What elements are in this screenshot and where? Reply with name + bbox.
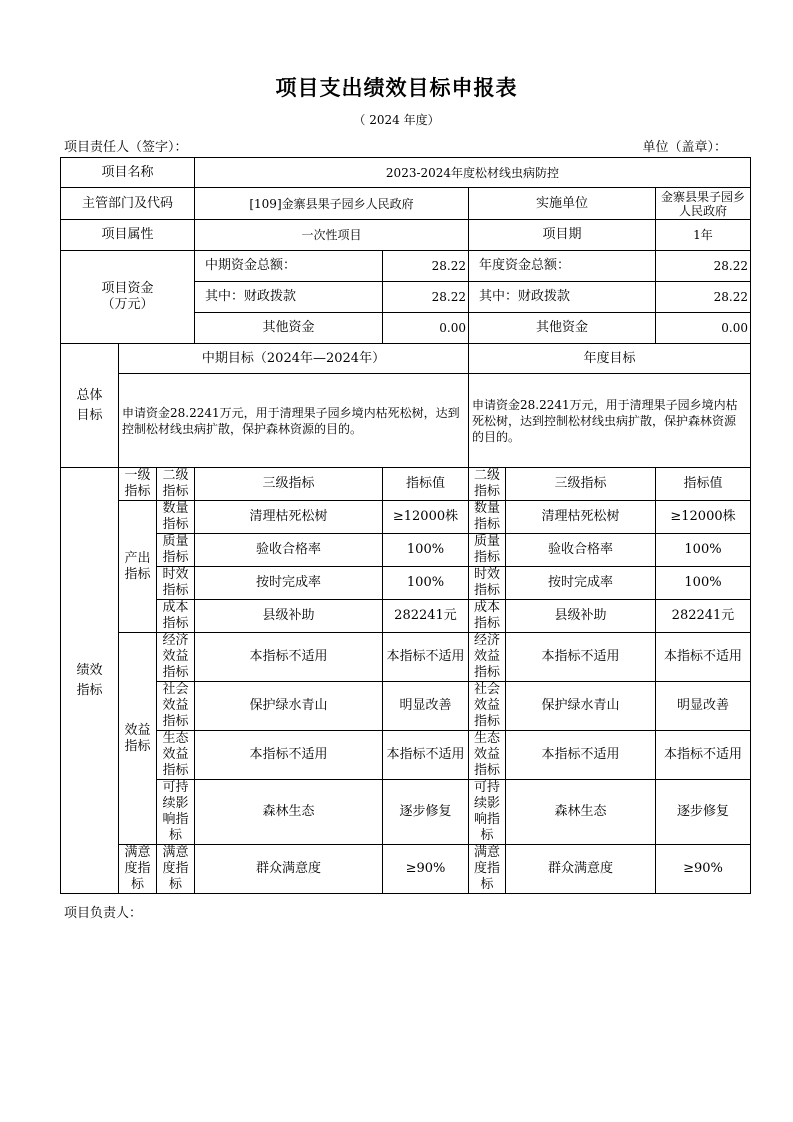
header-value-year: 指标值 bbox=[656, 468, 751, 501]
value-cell: ≥12000株 bbox=[383, 501, 469, 534]
l2-cell: 数量指标 bbox=[157, 501, 195, 534]
satisfaction-indicator-label: 满意度指标 bbox=[119, 845, 157, 894]
l2-cell-year: 生态效益指标 bbox=[469, 731, 506, 780]
page-title: 项目支出绩效目标申报表 bbox=[275, 75, 518, 100]
unit-seal-label: 单位（盖章）： bbox=[642, 140, 727, 155]
benefit-indicator-label: 效益指标 bbox=[119, 633, 157, 845]
performance-label: 绩效指标 bbox=[61, 468, 119, 894]
year-fiscal-label: 其中：财政拨款 bbox=[469, 282, 656, 313]
l2-cell: 可持续影响指标 bbox=[157, 780, 195, 845]
l2-cell: 成本指标 bbox=[157, 600, 195, 633]
l2-cell-year: 经济效益指标 bbox=[469, 633, 506, 682]
l3-cell: 验收合格率 bbox=[195, 534, 383, 567]
l3-cell-year: 按时完成率 bbox=[506, 567, 656, 600]
l3-cell-year: 清理枯死松树 bbox=[506, 501, 656, 534]
l3-cell-year: 验收合格率 bbox=[506, 534, 656, 567]
project-name-value: 2023-2024年度松材线虫病防控 bbox=[195, 158, 751, 188]
l3-cell: 森林生态 bbox=[195, 780, 383, 845]
project-lead-label: 项目负责人： bbox=[64, 906, 143, 921]
project-attr-value: 一次性项目 bbox=[195, 220, 469, 251]
value-cell-year: ≥12000株 bbox=[656, 501, 751, 534]
header-level3: 三级指标 bbox=[195, 468, 383, 501]
l2-cell-year: 数量指标 bbox=[469, 501, 506, 534]
year-fiscal-value: 28.22 bbox=[656, 282, 751, 313]
l3-cell: 按时完成率 bbox=[195, 567, 383, 600]
value-cell-year: 本指标不适用 bbox=[656, 633, 751, 682]
value-cell-year: ≥90% bbox=[656, 845, 751, 894]
l3-cell-year: 森林生态 bbox=[506, 780, 656, 845]
performance-goal-table bbox=[60, 157, 751, 894]
header-level1: 一级指标 bbox=[119, 468, 157, 501]
l3-cell: 县级补助 bbox=[195, 600, 383, 633]
project-period-label: 项目期 bbox=[469, 220, 656, 251]
output-indicator-label: 产出指标 bbox=[119, 501, 157, 633]
l3-cell-year: 本指标不适用 bbox=[506, 731, 656, 780]
l3-cell-year: 本指标不适用 bbox=[506, 633, 656, 682]
l2-cell: 经济效益指标 bbox=[157, 633, 195, 682]
l3-cell-year: 保护绿水青山 bbox=[506, 682, 656, 731]
project-name-label: 项目名称 bbox=[61, 158, 195, 188]
fund-label-line2: （万元） bbox=[101, 297, 154, 312]
overall-goal-label: 总体目标 bbox=[61, 344, 119, 468]
l3-cell: 本指标不适用 bbox=[195, 633, 383, 682]
value-cell: 282241元 bbox=[383, 600, 469, 633]
mid-goal-text: 申请资金28.2241万元，用于清理果子园乡境内枯死松树，达到控制松材线虫病扩散，保护森林资源的目的。 bbox=[119, 374, 469, 468]
value-cell: 100% bbox=[383, 534, 469, 567]
header-level3-year: 三级指标 bbox=[506, 468, 656, 501]
header-value: 指标值 bbox=[383, 468, 469, 501]
year-other-label: 其他资金 bbox=[469, 313, 656, 344]
value-cell-year: 本指标不适用 bbox=[656, 731, 751, 780]
l2-cell-year: 可持续影响指标 bbox=[469, 780, 506, 845]
value-cell-year: 282241元 bbox=[656, 600, 751, 633]
impl-unit-value: 金寨县果子园乡人民政府 bbox=[656, 188, 751, 220]
mid-fiscal-label: 其中：财政拨款 bbox=[195, 282, 383, 313]
l2-cell: 质量指标 bbox=[157, 534, 195, 567]
value-cell-year: 逐步修复 bbox=[656, 780, 751, 845]
l3-cell-year: 县级补助 bbox=[506, 600, 656, 633]
l2-cell-year: 成本指标 bbox=[469, 600, 506, 633]
mid-total-value: 28.22 bbox=[383, 251, 469, 282]
year-line: （ 2024 年度） bbox=[353, 113, 440, 127]
mid-goal-header: 中期目标（2024年—2024年） bbox=[119, 344, 469, 374]
dept-value: [109]金寨县果子园乡人民政府 bbox=[195, 188, 469, 220]
value-cell: 逐步修复 bbox=[383, 780, 469, 845]
l2-cell-year: 时效指标 bbox=[469, 567, 506, 600]
impl-unit-label: 实施单位 bbox=[469, 188, 656, 220]
fund-label-line1: 项目资金 bbox=[101, 281, 154, 296]
value-cell-year: 100% bbox=[656, 567, 751, 600]
l3-cell: 清理枯死松树 bbox=[195, 501, 383, 534]
l2-cell: 生态效益指标 bbox=[157, 731, 195, 780]
value-cell: 100% bbox=[383, 567, 469, 600]
fund-label bbox=[61, 251, 195, 344]
mid-other-value: 0.00 bbox=[383, 313, 469, 344]
value-cell: 明显改善 bbox=[383, 682, 469, 731]
value-cell-year: 100% bbox=[656, 534, 751, 567]
header-level2: 二级指标 bbox=[157, 468, 195, 501]
value-cell: ≥90% bbox=[383, 845, 469, 894]
year-total-value: 28.22 bbox=[656, 251, 751, 282]
l3-cell: 本指标不适用 bbox=[195, 731, 383, 780]
project-attr-label: 项目属性 bbox=[61, 220, 195, 251]
dept-label: 主管部门及代码 bbox=[61, 188, 195, 220]
l2-cell: 社会效益指标 bbox=[157, 682, 195, 731]
project-period-value: 1年 bbox=[656, 220, 751, 251]
value-cell: 本指标不适用 bbox=[383, 731, 469, 780]
year-goal-header: 年度目标 bbox=[469, 344, 751, 374]
year-goal-text: 申请资金28.2241万元，用于清理果子园乡境内枯死松树，达到控制松材线虫病扩散，保护森林资源的目的。 bbox=[469, 374, 751, 468]
year-total-label: 年度资金总额： bbox=[469, 251, 656, 282]
year-other-value: 0.00 bbox=[656, 313, 751, 344]
l2-cell: 满意度指标 bbox=[157, 845, 195, 894]
l3-cell: 保护绿水青山 bbox=[195, 682, 383, 731]
l3-cell: 群众满意度 bbox=[195, 845, 383, 894]
mid-total-label: 中期资金总额： bbox=[195, 251, 383, 282]
l2-cell-year: 质量指标 bbox=[469, 534, 506, 567]
value-cell-year: 明显改善 bbox=[656, 682, 751, 731]
l2-cell-year: 满意度指标 bbox=[469, 845, 506, 894]
header-level2-year: 二级指标 bbox=[469, 468, 506, 501]
mid-fiscal-value: 28.22 bbox=[383, 282, 469, 313]
l2-cell: 时效指标 bbox=[157, 567, 195, 600]
l3-cell-year: 群众满意度 bbox=[506, 845, 656, 894]
l2-cell-year: 社会效益指标 bbox=[469, 682, 506, 731]
responsible-signature-label: 项目责任人（签字）： bbox=[64, 140, 188, 155]
value-cell: 本指标不适用 bbox=[383, 633, 469, 682]
mid-other-label: 其他资金 bbox=[195, 313, 383, 344]
